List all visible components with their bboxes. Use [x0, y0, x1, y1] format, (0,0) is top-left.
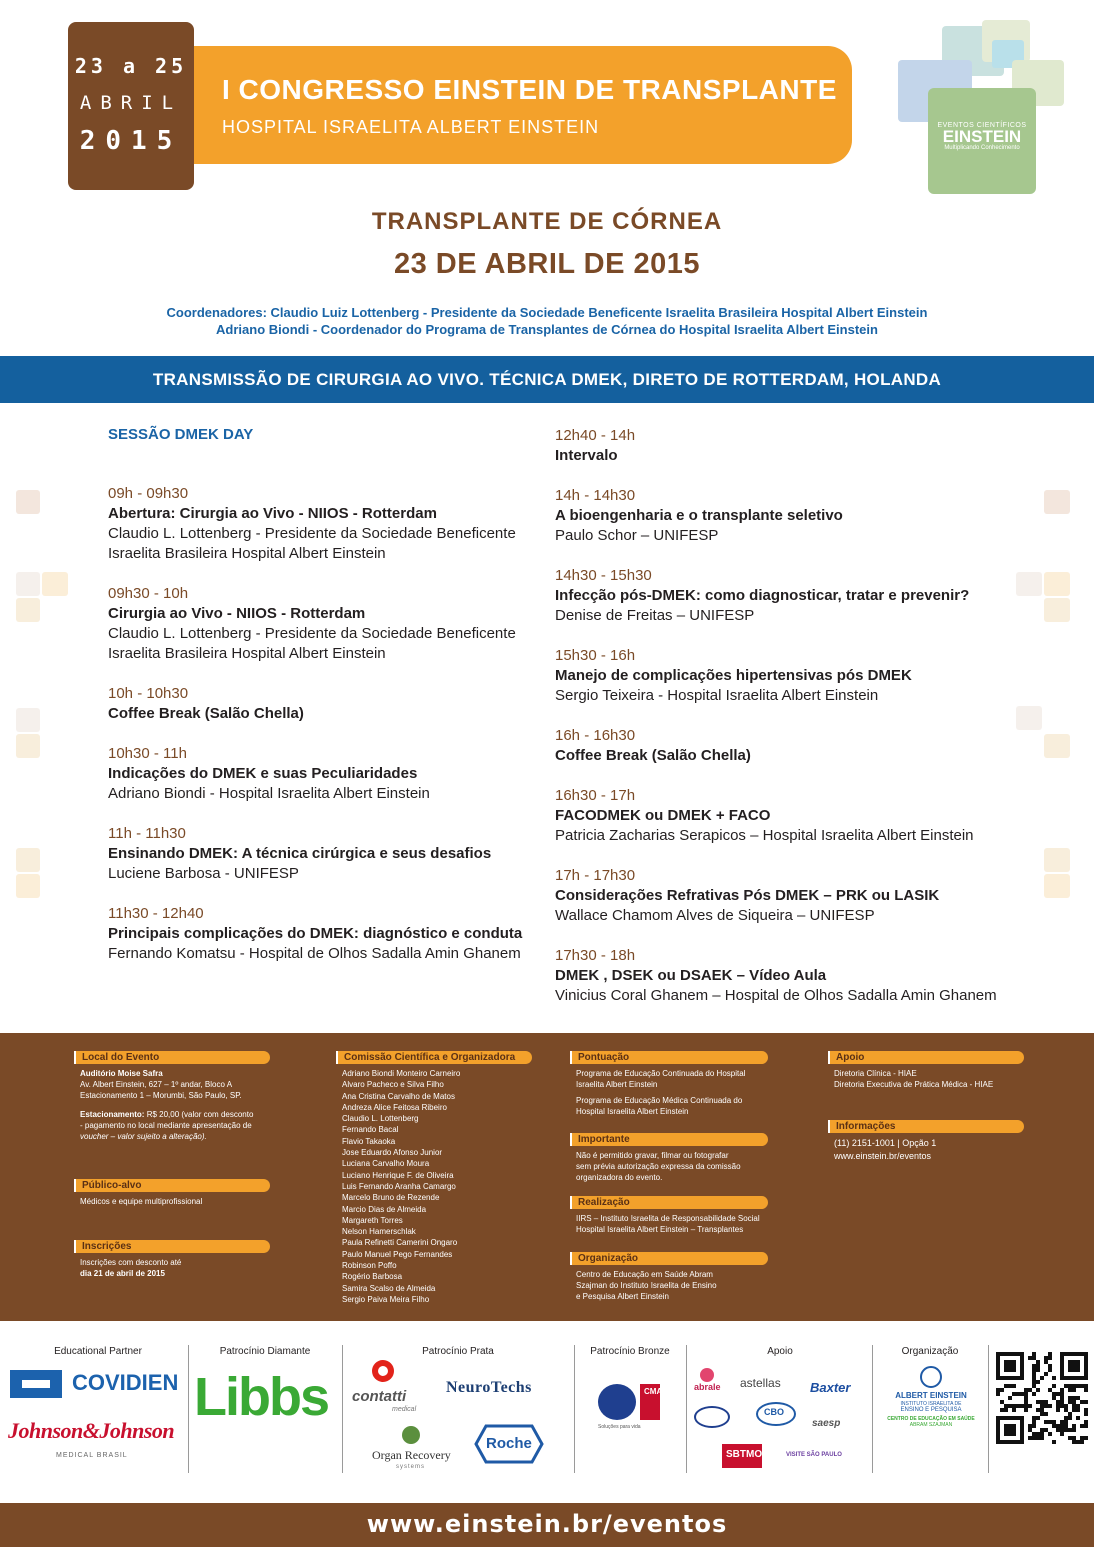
baxter-logo: Baxter [810, 1380, 851, 1395]
divider [188, 1345, 189, 1473]
program-title: Infecção pós-DMEK: como diagnosticar, tratar e prevenir? [555, 587, 970, 604]
committee-member: Adriano Biondi Monteiro Carneiro [342, 1069, 461, 1078]
info-inscricoes: Inscrições Inscrições com desconto até dia 21 de abril de 2015 [74, 1236, 274, 1279]
program-item [555, 726, 1055, 766]
program-title: Manejo de complicações hipertensivas pós DMEK [555, 667, 912, 684]
committee-member: Samira Scalso de Almeida [342, 1283, 436, 1293]
date-days: 23 a 25 [74, 54, 188, 78]
program-time: 11h30 - 12h40 [108, 905, 204, 922]
coordinators-line-2: Adriano Biondi - Coordenador do Programa de Transplantes de Córnea do Hospital Israelita Albert Einstein [216, 322, 878, 337]
decor-square [16, 734, 40, 758]
program-item [108, 584, 548, 664]
program-title: Abertura: Cirurgia ao Vivo - NIIOS - Rotterdam [108, 505, 437, 522]
live-surgery-banner: TRANSMISSÃO DE CIRURGIA AO VIVO. TÉCNICA DMEK, DIRETO DE ROTTERDAM, HOLANDA [0, 356, 1094, 403]
program-title: Coffee Break (Salão Chella) [108, 705, 304, 722]
program-speaker: Sergio Teixeira - Hospital Israelita Albert Einstein [555, 687, 879, 704]
program-item [555, 866, 1055, 926]
event-date-badge [68, 22, 194, 190]
program-time: 14h - 14h30 [555, 487, 636, 504]
program-time: 16h - 16h30 [555, 727, 636, 744]
date-year: 2015 [79, 126, 183, 156]
program-item [108, 824, 548, 884]
info-realizacao: Realização IIRS – Instituto Israelita de Responsabilidade Social Hospital Israelita Albert Einstein – Transplantes [570, 1192, 770, 1235]
topic-title: TRANSPLANTE DE CÓRNEA [371, 208, 723, 235]
info-local: Local do Evento Auditório Moise Safra Av. Albert Einstein, 627 – 1º andar, Bloco A Estacionamento 1 – Morumbi, São Paulo, SP. Estacionamento: R$ 20,00 (valor com desconto - pagamento no local mediante apresentação de voucher – valor sujeito a alteração). [74, 1047, 274, 1142]
program-item [555, 566, 1055, 626]
divider [574, 1345, 575, 1473]
visite-sao-paulo-logo: VISITE SÃO PAULO [786, 1452, 842, 1458]
divider [686, 1345, 687, 1473]
program-time: 09h30 - 10h [108, 585, 189, 602]
committee-member: Margareth Torres [342, 1215, 403, 1225]
info-informacoes: Informações (11) 2151-1001 | Opção 1 www.einstein.br/eventos [828, 1116, 1028, 1163]
program-item [108, 484, 548, 564]
program-time: 17h - 17h30 [555, 867, 636, 884]
event-info-panel [0, 1033, 1094, 1321]
program-time: 11h - 11h30 [108, 825, 186, 842]
program-speaker: Wallace Chamom Alves de Siqueira – UNIFESP [555, 907, 875, 924]
program-speaker: Claudio L. Lottenberg - Presidente da Sociedade Beneficente Israelita Brasileira Hospital Albert Einstein [108, 625, 516, 662]
committee-member: Nelson Hamerschlak [342, 1227, 416, 1237]
sponsor-cat-apoio: Apoio [767, 1346, 793, 1357]
info-apoio: Apoio Diretoria Clínica - HIAE Diretoria Executiva de Prática Médica - HIAE [828, 1047, 1028, 1090]
program-time: 15h30 - 16h [555, 647, 636, 664]
program-item [108, 744, 548, 804]
program-title: Cirurgia ao Vivo - NIIOS - Rotterdam [108, 605, 366, 622]
decor-square [16, 598, 40, 622]
committee-member: Jose Eduardo Afonso Junior [342, 1148, 443, 1158]
program-time: 16h30 - 17h [555, 787, 636, 804]
committee-member: Rogério Barbosa [342, 1272, 403, 1282]
divider [988, 1345, 989, 1473]
program-time: 10h30 - 11h [108, 745, 187, 762]
committee-member: Luis Fernando Aranha Camargo [342, 1181, 456, 1191]
divider [872, 1345, 873, 1473]
program-title: Ensinando DMEK: A técnica cirúrgica e seus desafios [108, 845, 492, 862]
info-comissao: Comissão Científica e Organizadora Adriano Biondi Monteiro Carneiro Alvaro Pacheco e Silva Filho Ana Cristina Carvalho de Matos Andreza Alice Feitosa Ribeiro Claudio L. Lottenberg Fernando Bacal Flavio Takaoka Jose Eduardo Afonso Junior Luciana Carvalho Moura Luciano Henrique F. de Oliveira Luis Fernando Aranha Camargo Marcelo Bruno de Rezende Marcio Dias de Almeida Margareth Torres Nelson Hamerschlak Paula Refinetti Camerini Ongaro Paulo Manuel Pego Fernandes Robinson Poffo Rogério Barbosa Samira Scalso de Almeida Sergio Paiva Meira Filho [336, 1047, 536, 1305]
program-speaker: Fernando Komatsu - Hospital de Olhos Sadalla Amin Ghanem [108, 945, 521, 962]
committee-member: Sergio Paiva Meira Filho [342, 1294, 430, 1304]
decor-square [16, 708, 40, 732]
sponsor-cat-diamante: Patrocínio Diamante [219, 1346, 311, 1357]
info-importante: Importante Não é permitido gravar, filmar ou fotografar sem prévia autorização expressa da comissão organizadora do evento. [570, 1129, 770, 1183]
committee-member: Marcio Dias de Almeida [342, 1204, 427, 1214]
info-organizacao: Organização Centro de Educação em Saúde Abram Szajman do Instituto Israelita de Ensino e Pesquisa Albert Einstein [570, 1248, 770, 1302]
program-title: Intervalo [555, 447, 618, 464]
program-time: 14h30 - 15h30 [555, 567, 652, 584]
saesp-logo: saesp [812, 1418, 841, 1429]
program-speaker: Patricia Zacharias Serapicos – Hospital Israelita Albert Einstein [555, 827, 974, 844]
program-speaker: Luciene Barbosa - UNIFESP [108, 865, 299, 882]
committee-member: Claudio L. Lottenberg [342, 1114, 419, 1124]
program-item [108, 684, 548, 724]
divider [342, 1345, 343, 1473]
decor-square [16, 874, 40, 898]
program-speaker: Vinicius Coral Ghanem – Hospital de Olhos Sadalla Amin Ghanem [555, 987, 997, 1004]
footer-url[interactable]: www.einstein.br/eventos [0, 1503, 1094, 1547]
program-time: 12h40 - 14h [555, 427, 636, 444]
program-title: FACODMEK ou DMEK + FACO [555, 807, 771, 824]
sponsor-cat-bronze: Patrocínio Bronze [590, 1346, 670, 1357]
program-title: DMEK , DSEK ou DSAEK – Vídeo Aula [555, 967, 827, 984]
decor-square [42, 572, 68, 596]
sponsor-cat-educational: Educational Partner [54, 1346, 142, 1357]
program-item [555, 486, 1055, 546]
session-title: SESSÃO DMEK DAY [108, 426, 254, 443]
program-item [555, 646, 1055, 706]
program-item [555, 426, 1055, 466]
committee-member: Luciana Carvalho Moura [342, 1159, 430, 1169]
committee-member: Luciano Henrique F. de Oliveira [342, 1170, 454, 1180]
sponsor-cat-org: Organização [901, 1346, 959, 1357]
decor-square [16, 848, 40, 872]
program-item [555, 946, 1055, 1006]
program-speaker: Adriano Biondi - Hospital Israelita Albert Einstein [108, 785, 430, 802]
qr-code[interactable] [996, 1352, 1088, 1444]
program-speaker: Claudio L. Lottenberg - Presidente da Sociedade Beneficente Israelita Brasileira Hospital Albert Einstein [108, 525, 516, 562]
committee-member: Fernando Bacal [342, 1125, 399, 1135]
committee-member: Ana Cristina Carvalho de Matos [342, 1091, 455, 1101]
program-speaker: Paulo Schor – UNIFESP [555, 527, 719, 544]
program-time: 17h30 - 18h [555, 947, 636, 964]
committee-member: Alvaro Pacheco e Silva Filho [342, 1080, 444, 1090]
congress-subtitle: HOSPITAL ISRAELITA ALBERT EINSTEIN [222, 117, 600, 137]
decor-square [16, 490, 40, 514]
program-time: 09h - 09h30 [108, 485, 189, 502]
decor-square [16, 572, 40, 596]
program-item [108, 904, 548, 964]
sponsor-cat-prata: Patrocínio Prata [422, 1346, 494, 1357]
congress-title: I CONGRESSO EINSTEIN DE TRANSPLANTE [222, 74, 837, 105]
coordinators-line-1: Coordenadores: Claudio Luiz Lottenberg - Presidente da Sociedade Beneficente Israelita Brasileira Hospital Albert Einstein [166, 305, 928, 320]
libbs-logo: Libbs [194, 1367, 328, 1427]
neurotechs-logo: NeuroTechs [446, 1379, 532, 1396]
date-month: ABRIL [79, 92, 183, 114]
committee-member: Robinson Poffo [342, 1261, 397, 1271]
info-pontuacao: Pontuação Programa de Educação Continuada do Hospital Israelita Albert Einstein Programa de Educação Médica Continuada do Hospital Israelita Albert Einstein [570, 1047, 770, 1117]
program-title: Indicações do DMEK e suas Peculiaridades [108, 765, 418, 782]
program-speaker: Denise de Freitas – UNIFESP [555, 607, 755, 624]
program-time: 10h - 10h30 [108, 685, 189, 702]
committee-member: Paulo Manuel Pego Fernandes [342, 1249, 453, 1259]
program-title: Considerações Refrativas Pós DMEK – PRK ou LASIK [555, 887, 940, 904]
program-column-right [555, 426, 1055, 1026]
program-title: A bioengenharia e o transplante seletivo [555, 507, 843, 524]
committee-member: Marcelo Bruno de Rezende [342, 1193, 440, 1203]
committee-member: Flavio Takaoka [342, 1136, 396, 1146]
program-title: Coffee Break (Salão Chella) [555, 747, 751, 764]
topic-date: 23 DE ABRIL DE 2015 [393, 248, 701, 280]
info-publico: Público-alvo Médicos e equipe multiprofissional [74, 1175, 274, 1207]
program-item [555, 786, 1055, 846]
program-title: Principais complicações do DMEK: diagnóstico e conduta [108, 925, 523, 942]
committee-member: Paula Refinetti Camerini Ongaro [342, 1238, 458, 1248]
program-column-left [108, 426, 548, 984]
committee-member: Andreza Alice Feitosa Ribeiro [342, 1102, 447, 1112]
